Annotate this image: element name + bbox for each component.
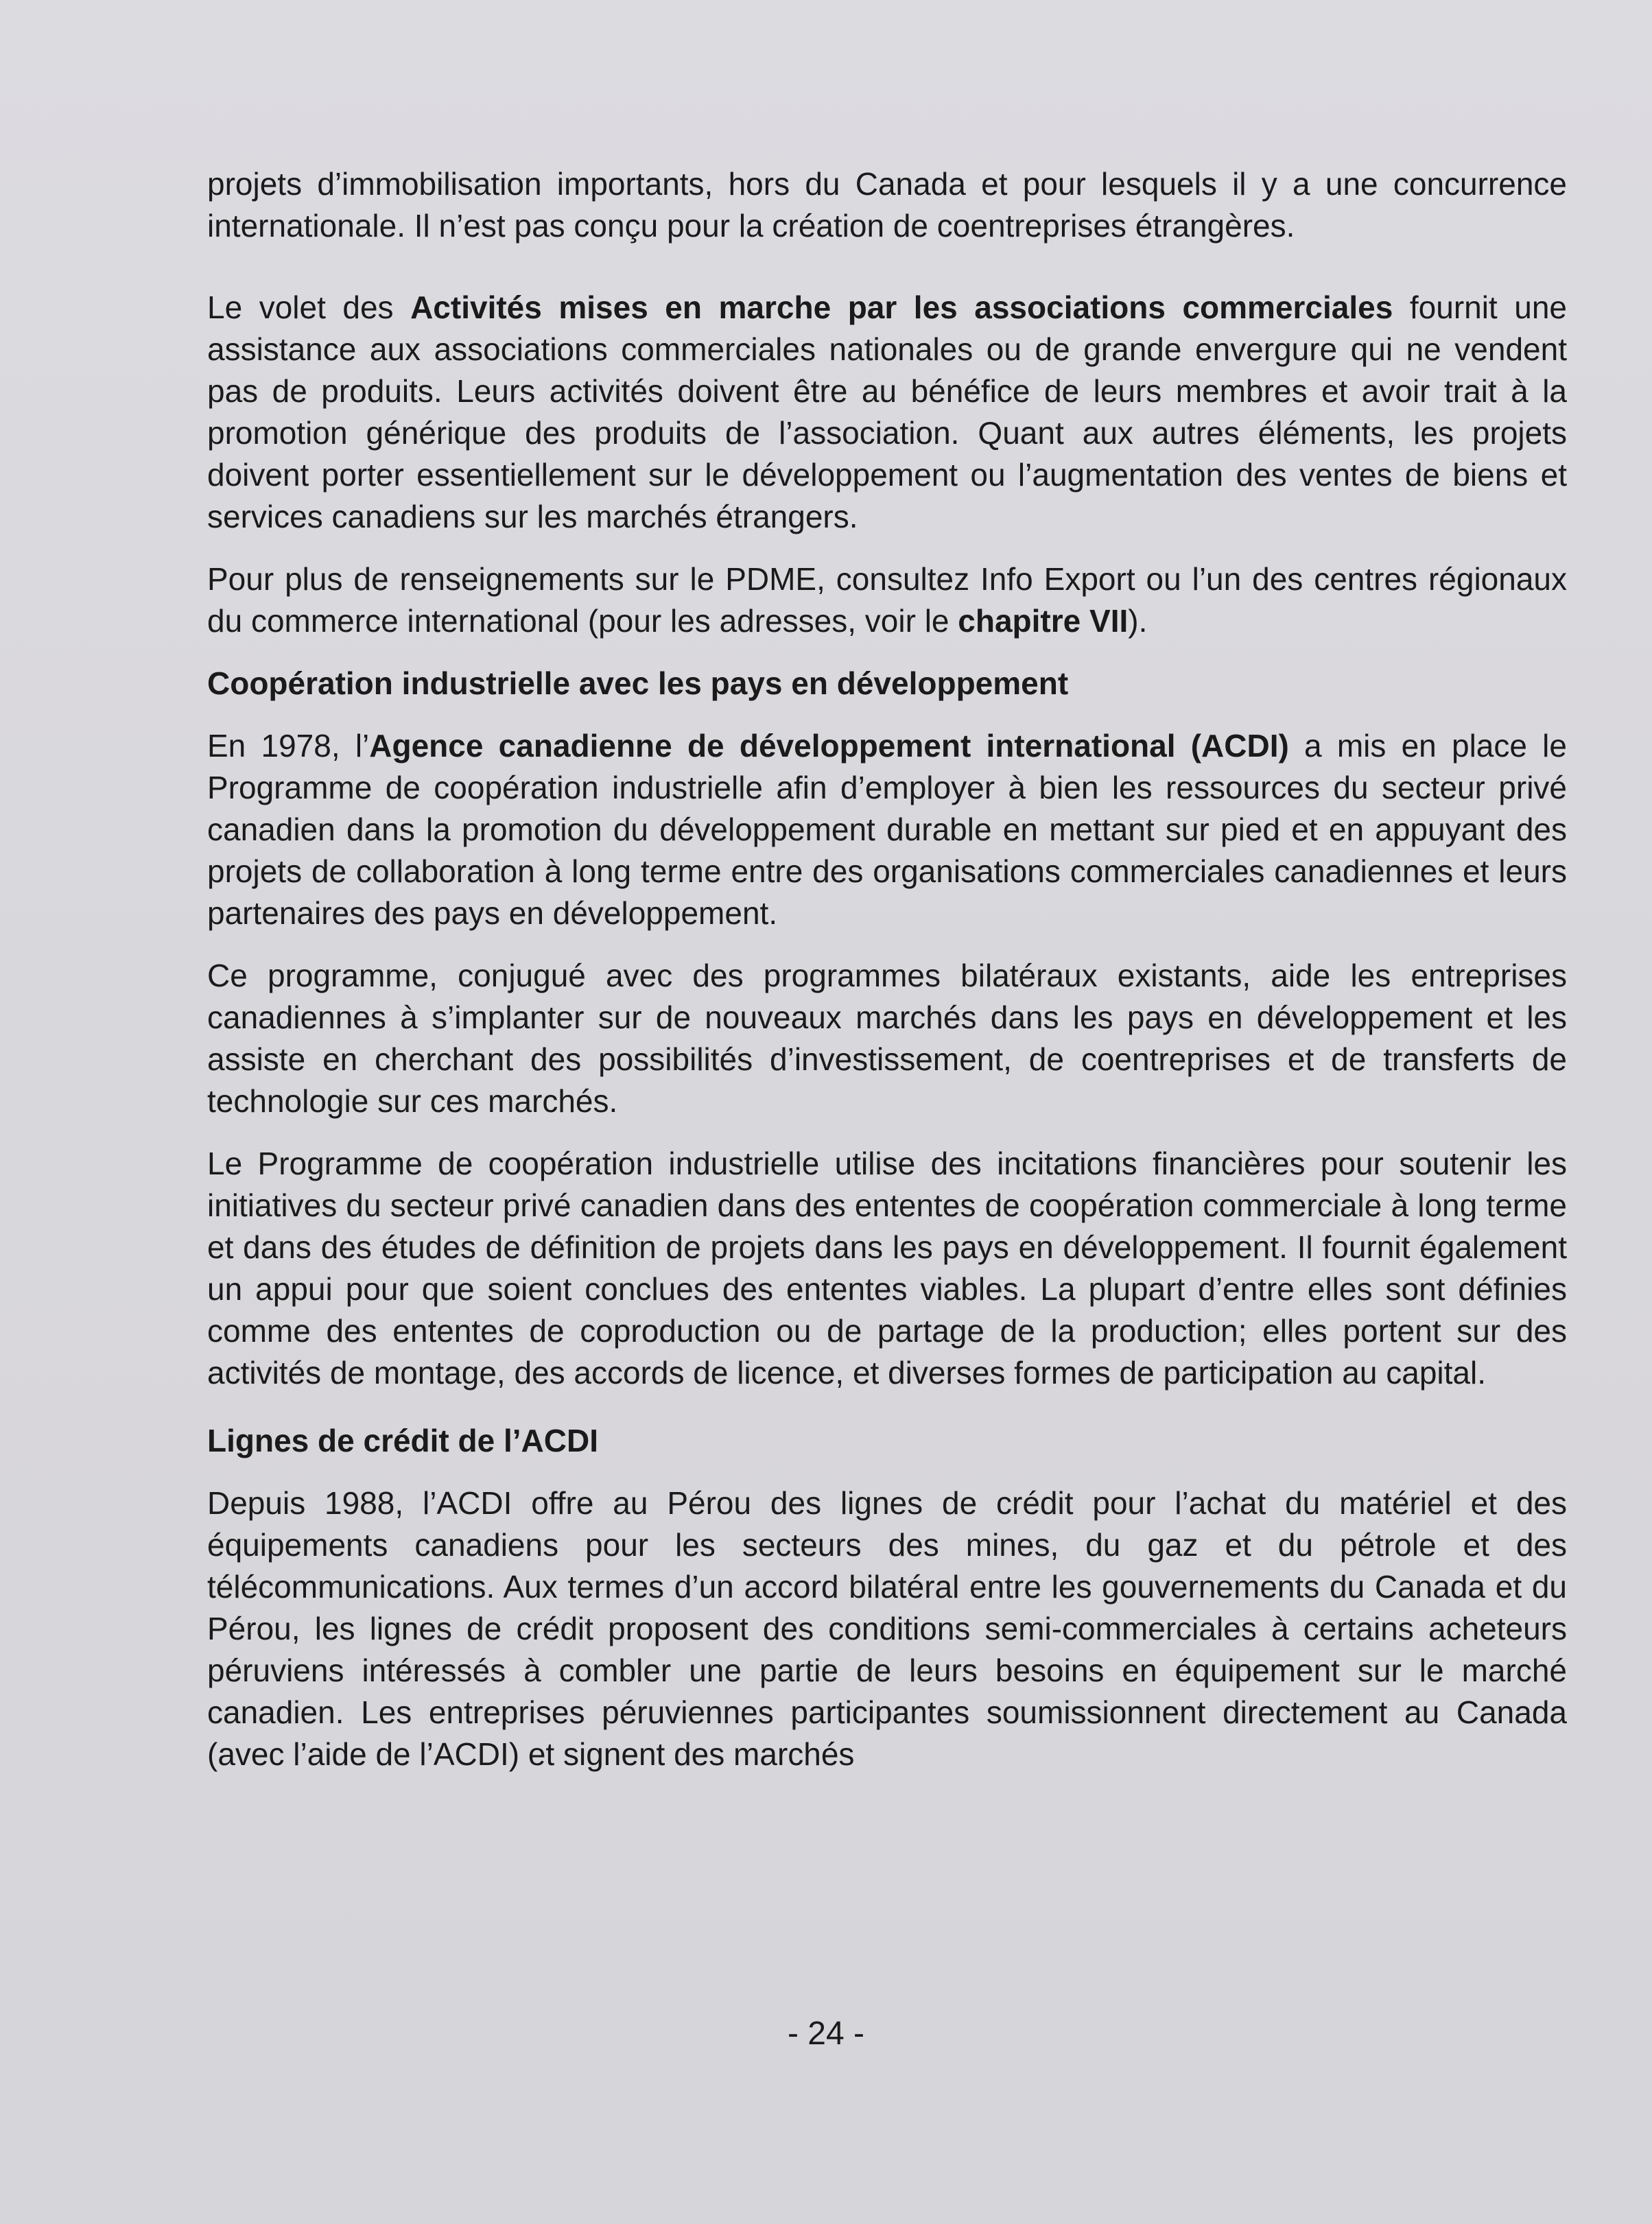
paragraph-more-info-intro: Pour plus de renseignements sur le PDME, consultez Info Export ou l’un des centres régionaux du commerce international (pour les adresses, voir le — [207, 561, 1567, 639]
paragraph-peru-credit: Depuis 1988, l’ACDI offre au Pérou des lignes de crédit pour l’achat du matériel et des équipements canadiens pour les secteurs des mines, du gaz et du pétrole et des télécommunications. Aux termes d’un accord bilatéral entre les gouvernements du Canada et du Pérou, les lignes de crédit proposent des conditions semi-commerciales à certains acheteurs péruviens intéressés à combler une partie de leurs besoins en équipement sur le marché canadien. Les entreprises péruviennes participantes soumissionnent directement au Canada (avec l’aide de l’ACDI) et signent des marchés — [207, 1485, 1567, 1772]
chapter-reference: chapitre VII — [958, 603, 1129, 639]
page-number: - 24 - — [787, 2015, 865, 2052]
paragraph-bilateral-programs: Ce programme, conjugué avec des programmes bilatéraux existants, aide les entreprises canadiennes à s’implanter sur de nouveaux marchés dans les pays en développement et les assiste en cherchant des possibilités d’investissement, de coentreprises et de transferts de technologie sur ces marchés. — [207, 958, 1567, 1119]
paragraph-associations-bold: Activités mises en marche par les associations commerciales — [410, 289, 1393, 325]
agency-name: Agence canadienne de développement international (ACDI) — [369, 728, 1289, 764]
paragraph-more-info — [207, 558, 1567, 642]
paragraph-acdi-program-intro: En 1978, l’ — [207, 728, 370, 764]
paragraph-associations-intro: Le volet des — [207, 289, 411, 325]
page-body — [207, 163, 1567, 1775]
paragraph-more-info-end: ). — [1128, 603, 1148, 639]
paragraph-acdi-program — [207, 725, 1567, 934]
section-heading-cooperation: Coopération industrielle avec les pays en développement — [207, 665, 1069, 701]
paragraph-continuation: projets d’immobilisation importants, hors du Canada et pour lesquels il y a une concurrence internationale. Il n’est pas conçu pour la création de coentreprises étrangères. — [207, 166, 1567, 244]
paragraph-financial-incentives: Le Programme de coopération industrielle utilise des incitations financières pour soutenir les initiatives du secteur privé canadien dans des ententes de coopération commerciale à long terme et dans des études de définition de projets dans les pays en développement. Il fournit également un appui pour que soient conclues des ententes viables. La plupart d’entre elles sont définies comme des ententes de coproduction ou de partage de la production; elles portent sur des activités de montage, des accords de licence, et diverses formes de participation au capital. — [207, 1146, 1567, 1391]
paragraph-associations-text: fournit une assistance aux associations commerciales nationales ou de grande envergure qui ne vendent pas de produits. Leurs activités doivent être au bénéfice de leurs membres et avoir trait à la promotion générique des produits de l’association. Quant aux autres éléments, les projets doivent porter essentiellement sur le développement ou l’augmentation des ventes de biens et services canadiens sur les marchés étrangers. — [207, 289, 1567, 534]
section-heading-credit-lines: Lignes de crédit de l’ACDI — [207, 1423, 598, 1458]
paragraph-acdi-program-text: a mis en place le Programme de coopération industrielle afin d’employer à bien les ressources du secteur privé canadien dans la promotion du développement durable en mettant sur pied et en appuyant des projets de collaboration à long terme entre des organisations commerciales canadiennes et leurs partenaires des pays en développement. — [207, 728, 1567, 931]
paragraph-associations — [207, 287, 1567, 538]
